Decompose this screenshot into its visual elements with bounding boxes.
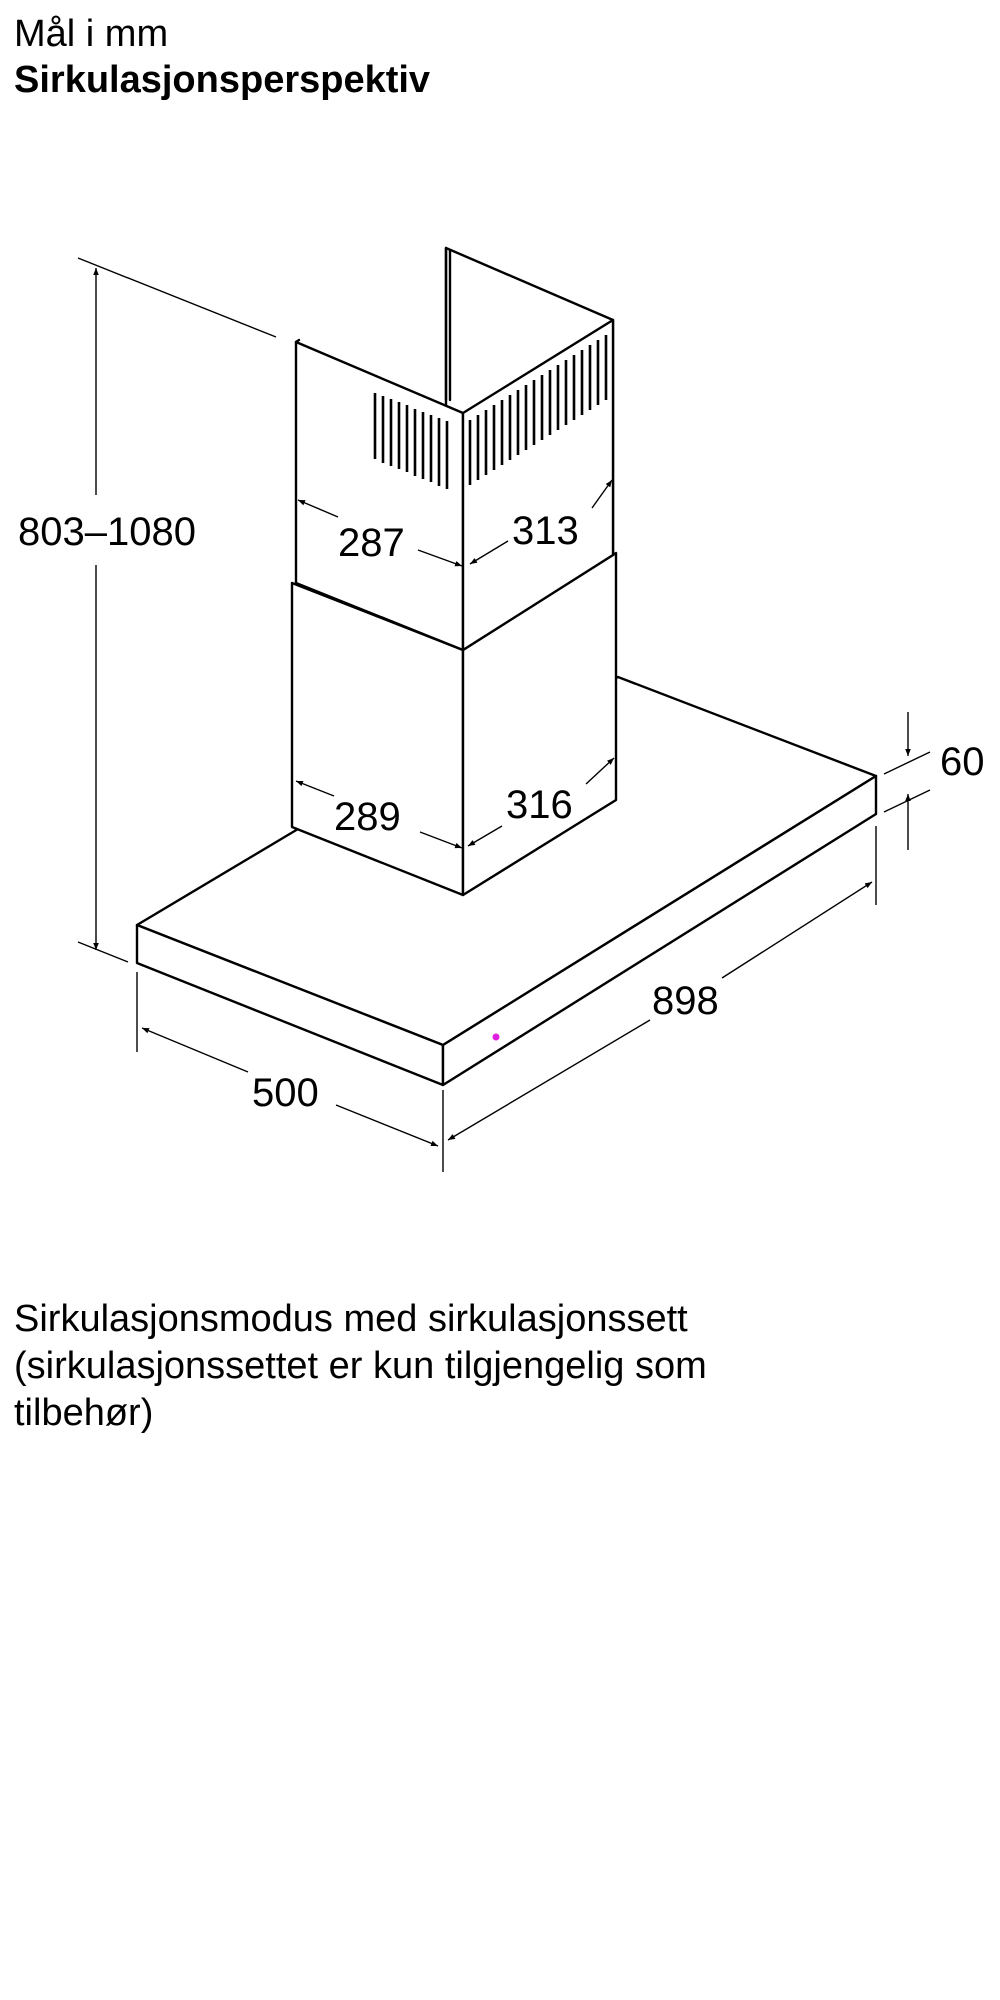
caption-line-1: Sirkulasjonsmodus med sirkulasjonssett [14, 1298, 688, 1340]
dim-label-upper-right: 313 [512, 509, 579, 553]
caption [14, 1296, 974, 1437]
dim-label-depth: 500 [252, 1071, 319, 1115]
dim-total-height [18, 258, 276, 962]
dim-canopy-thickness [884, 712, 985, 850]
unit-label: Mål i mm [14, 13, 169, 55]
dim-label-canopy-thickness: 60 [940, 740, 985, 784]
caption-line-2: (sirkulasjonssettet er kun tilgjengelig som [14, 1345, 707, 1387]
dim-label-upper-left: 287 [338, 521, 405, 565]
dim-label-width: 898 [652, 979, 719, 1023]
dim-label-total-height: 803–1080 [18, 510, 196, 554]
page-title: Sirkulasjonsperspektiv [14, 59, 431, 101]
caption-line-3: tilbehør) [14, 1392, 154, 1434]
indicator-dot [493, 1034, 500, 1041]
dim-label-lower-right: 316 [506, 783, 573, 827]
dim-label-lower-left: 289 [334, 795, 401, 839]
